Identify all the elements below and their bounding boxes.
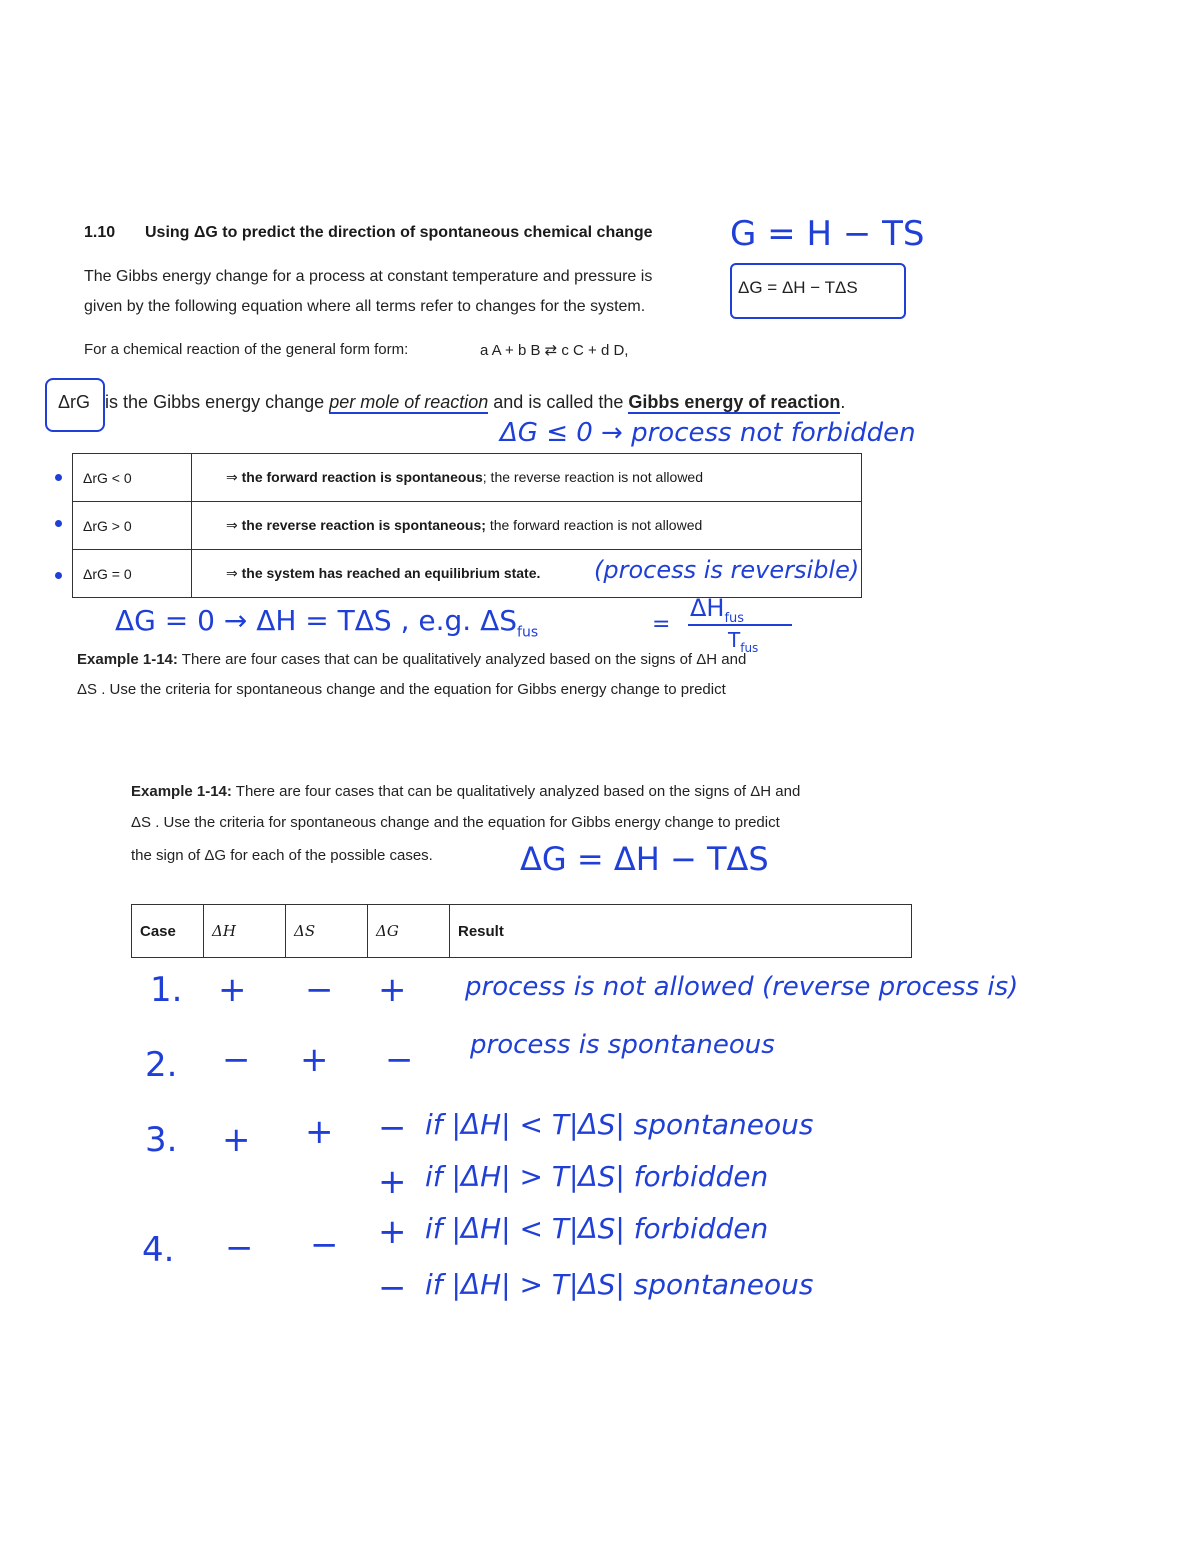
hw-case-3: 3. [145, 1120, 178, 1160]
hw-dh-3: + [222, 1120, 251, 1160]
hw-result-3b: if |ΔH| > T|ΔS| forbidden [425, 1160, 769, 1193]
criteria-condition: ΔrG < 0 [73, 454, 192, 502]
header-dg: ΔG [368, 905, 450, 958]
header-ds: ΔS [286, 905, 368, 958]
handwritten-g-definition: G = H − TS [730, 214, 925, 254]
criteria-bold: the reverse reaction is spontaneous; [241, 517, 486, 533]
section-number: 1.10 [84, 224, 116, 241]
equation-box [730, 263, 906, 319]
hw-ds-3: + [305, 1112, 334, 1152]
example-text: There are four cases that can be qualitatively analyzed based on the signs of ΔH and [231, 783, 801, 800]
header-dh: ΔH [204, 905, 286, 958]
fus-subscript: fus [517, 624, 539, 641]
example-line-3: the sign of ΔG for each of the possible cases. [131, 847, 433, 864]
hw-ds-2: + [300, 1040, 329, 1080]
implies-symbol: ⇒ [226, 469, 242, 485]
gibbs-definition-line [58, 392, 845, 413]
hw-case-4: 4. [142, 1230, 175, 1270]
example-partial-line-2: ΔS . Use the criteria for spontaneous change and the equation for Gibbs energy change to predict [77, 681, 726, 698]
equilibrium-text: ΔG = 0 → ΔH = TΔS , e.g. ΔS [115, 604, 518, 637]
hw-dg-2: − [385, 1040, 414, 1080]
criteria-rest: the forward reaction is not allowed [485, 517, 703, 533]
table-header-row [132, 905, 912, 958]
criteria-condition: ΔrG > 0 [73, 502, 192, 550]
gibbs-line-mid: and is called the [488, 392, 629, 412]
bullet-1 [55, 474, 62, 481]
hw-ds-1: − [305, 970, 334, 1010]
bullet-3 [55, 572, 62, 579]
criteria-result [192, 502, 862, 550]
gibbs-line-italic: per mole of reaction [329, 392, 489, 412]
handwritten-reversible: (process is reversible) [594, 556, 860, 584]
implies-symbol: ⇒ [226, 565, 242, 581]
bullet-2 [55, 520, 62, 527]
criteria-bold: the forward reaction is spontaneous [241, 469, 483, 485]
hw-dh-1: + [218, 970, 247, 1010]
hw-result-3: if |ΔH| < T|ΔS| spontaneous [425, 1108, 814, 1141]
example-label: Example 1-14: [77, 651, 178, 668]
implies-symbol: ⇒ [226, 517, 242, 533]
hw-dg-4: + [378, 1212, 407, 1252]
drg-symbol: ΔrG [58, 392, 91, 412]
hw-dg-1: + [378, 970, 407, 1010]
section-title: Using ΔG to predict the direction of spontaneous chemical change [145, 224, 653, 241]
intro-line-1: The Gibbs energy change for a process at constant temperature and pressure is [84, 268, 653, 285]
handwritten-equals: = [652, 612, 671, 637]
hw-dh-4: − [225, 1228, 254, 1268]
fraction-bar [688, 624, 792, 626]
example-line-2: ΔS . Use the criteria for spontaneous change and the equation for Gibbs energy change to predict [131, 814, 780, 831]
header-case: Case [132, 905, 204, 958]
hw-ds-4: − [310, 1225, 339, 1265]
reaction-label: For a chemical reaction of the general form form: [84, 341, 409, 358]
intro-line-2: given by the following equation where all terms refer to changes for the system. [84, 298, 646, 315]
hw-result-4: if |ΔH| < T|ΔS| forbidden [425, 1212, 769, 1245]
gibbs-line-bold: Gibbs energy of reaction [628, 392, 841, 412]
criteria-result [192, 454, 862, 502]
hw-dg-3b: + [378, 1162, 407, 1202]
criteria-condition: ΔrG = 0 [73, 550, 192, 598]
example-line-1 [131, 783, 800, 800]
gibbs-equation: ΔG = ΔH − TΔS [738, 278, 858, 297]
handwritten-equilibrium [115, 604, 538, 641]
denominator-subscript: fus [740, 641, 759, 655]
header-result: Result [450, 905, 912, 958]
table-row [73, 454, 862, 502]
handwritten-dg-equation: ΔG = ΔH − TΔS [520, 840, 769, 878]
hw-dh-2: − [222, 1040, 251, 1080]
criteria-rest: ; the reverse reaction is not allowed [482, 469, 704, 485]
hw-case-1: 1. [150, 970, 183, 1010]
case-table [131, 904, 912, 958]
hw-result-1: process is not allowed (reverse process is) [465, 972, 1019, 1002]
hw-result-4b: if |ΔH| > T|ΔS| spontaneous [425, 1268, 814, 1301]
numerator-text: ΔH [690, 594, 725, 622]
numerator-subscript: fus [724, 610, 745, 626]
criteria-bold: the system has reached an equilibrium state. [241, 565, 541, 581]
handwritten-dg-le-zero: ΔG ≤ 0 → process not forbidden [500, 418, 916, 448]
hw-dg-4b: − [378, 1268, 407, 1308]
denominator-text: T [728, 628, 741, 652]
hw-case-2: 2. [145, 1045, 178, 1085]
general-reaction: a A + b B ⇄ c C + d D, [480, 342, 629, 359]
example-partial-line-1 [77, 651, 746, 668]
gibbs-line-pre: is the Gibbs energy change [105, 392, 330, 412]
hw-result-2: process is spontaneous [470, 1030, 775, 1060]
example-label: Example 1-14: [131, 783, 232, 800]
hw-dg-3: − [378, 1108, 407, 1148]
gibbs-line-end: . [840, 392, 846, 412]
table-row [73, 502, 862, 550]
fraction-numerator [690, 594, 744, 626]
example-text: There are four cases that can be qualitatively analyzed based on the signs of ΔH and [177, 651, 747, 668]
